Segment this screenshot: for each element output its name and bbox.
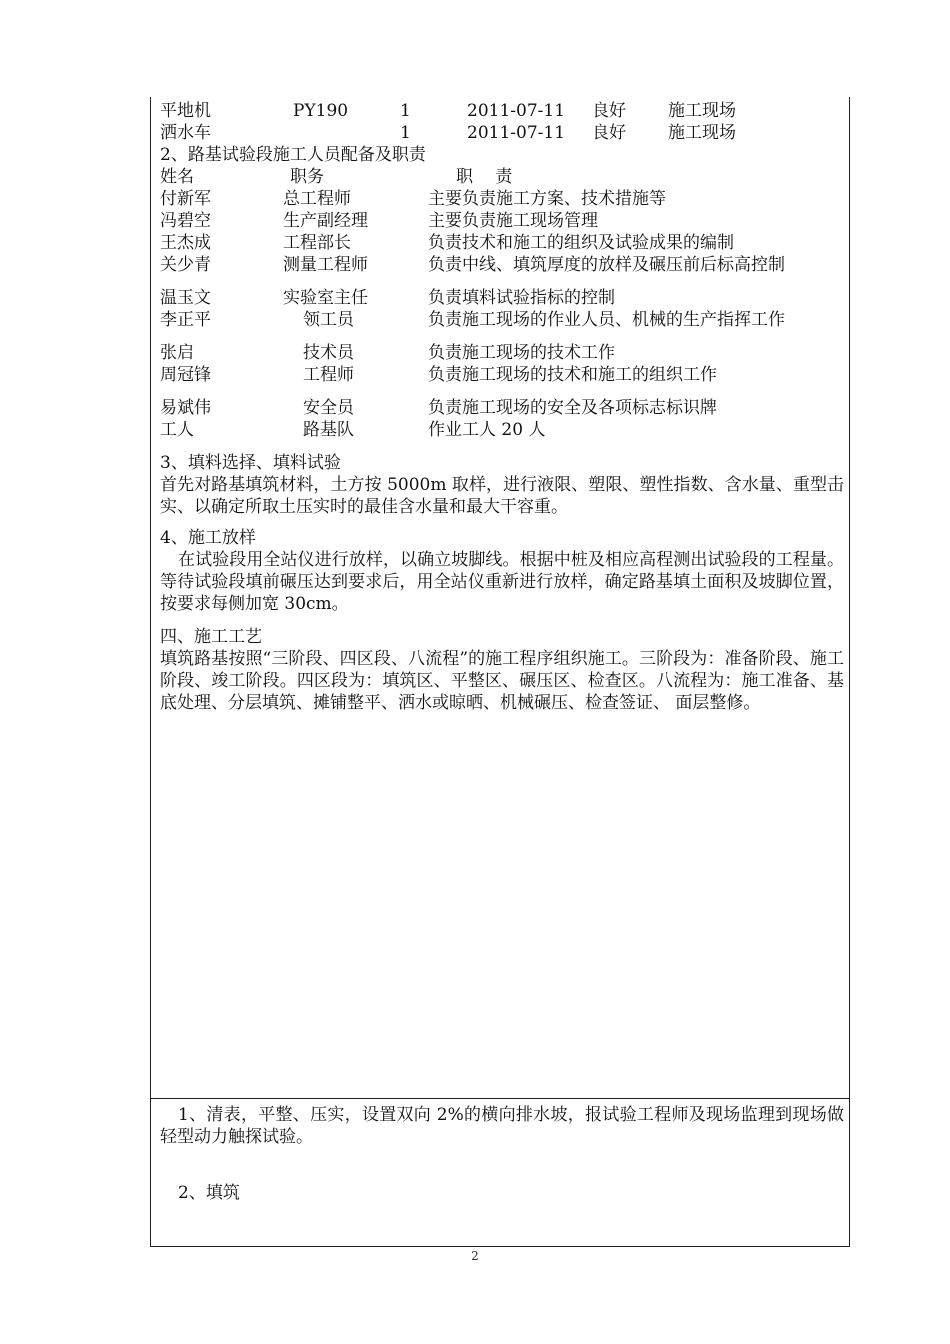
staff-position: 工程师 (303, 365, 354, 385)
col-duty-header: 职 责 (456, 167, 513, 187)
page-number: 2 (471, 1249, 479, 1263)
equipment-location: 施工现场 (668, 101, 736, 121)
staff-name: 李正平 (160, 310, 211, 330)
staff-position: 工程部长 (283, 233, 351, 253)
construction-process-heading: 四、施工工艺 (160, 627, 262, 647)
equipment-date: 2011-07-11 (467, 101, 566, 121)
staff-position: 总工程师 (283, 189, 351, 209)
staff-name: 冯碧空 (160, 211, 211, 231)
section4-heading: 4、施工放样 (160, 528, 256, 548)
equipment-status: 良好 (592, 101, 626, 121)
equipment-status: 良好 (592, 123, 626, 143)
staff-duty: 负责施工现场的作业人员、机械的生产指挥工作 (428, 310, 785, 330)
section3-heading: 3、填料选择、填料试验 (160, 453, 341, 473)
staff-position: 实验室主任 (283, 288, 368, 308)
staff-name: 关少青 (160, 255, 211, 275)
staff-position: 领工员 (303, 310, 354, 330)
col-position-header: 职务 (290, 167, 324, 187)
staff-name: 易斌伟 (160, 398, 211, 418)
staff-name: 温玉文 (160, 288, 211, 308)
staff-position: 路基队 (303, 420, 354, 440)
table-divider (150, 1098, 850, 1099)
equipment-qty: 1 (400, 123, 411, 143)
staff-name: 付新军 (160, 189, 211, 209)
equipment-date: 2011-07-11 (467, 123, 566, 143)
equipment-qty: 1 (400, 101, 411, 121)
staff-position: 测量工程师 (283, 255, 368, 275)
staff-position: 技术员 (303, 343, 354, 363)
equipment-name: 平地机 (160, 101, 211, 121)
staff-duty: 负责施工现场的技术和施工的组织工作 (428, 365, 717, 385)
staff-duty: 主要负责施工现场管理 (428, 211, 598, 231)
staff-name: 张启 (160, 343, 194, 363)
staff-duty: 负责施工现场的安全及各项标志标识牌 (428, 398, 717, 418)
section3-text: 首先对路基填筑材料，土方按 5000m 取样，进行液限、塑限、塑性指数、含水量、重型击实、以确定所取土压实时的最佳含水量和最大干容重。 (160, 475, 844, 517)
staff-duty: 负责技术和施工的组织及试验成果的编制 (428, 233, 734, 253)
bottom-item-1: 1、清表，平整、压实，设置双向 2%的横向排水坡，报试验工程师及现场监理到现场做轻型动力触探试验。 (160, 1105, 844, 1147)
bottom-item-2: 2、填筑 (178, 1183, 240, 1203)
staff-name: 周冠锋 (160, 365, 211, 385)
section4-text: 在试验段用全站仪进行放样，以确立坡脚线。根据中桩及相应高程测出试验段的工程量。等待试验段填前碾压达到要求后，用全站仪重新进行放样，确定路基填土面积及坡脚位置，按要求每侧加宽 30cm。 (160, 550, 844, 614)
staff-duty: 作业工人 20 人 (428, 420, 546, 440)
equipment-location: 施工现场 (668, 123, 736, 143)
equipment-model: PY190 (293, 101, 349, 121)
equipment-name: 洒水车 (160, 123, 211, 143)
staff-duty: 负责施工现场的技术工作 (428, 343, 615, 363)
staff-heading: 2、路基试验段施工人员配备及职责 (160, 145, 426, 165)
staff-name: 工人 (160, 420, 194, 440)
staff-duty: 主要负责施工方案、技术措施等 (428, 189, 666, 209)
staff-duty: 负责填料试验指标的控制 (428, 288, 615, 308)
staff-position: 安全员 (303, 398, 354, 418)
construction-process-text: 填筑路基按照“三阶段、四区段、八流程”的施工程序组织施工。三阶段为：准备阶段、施工阶段、竣工阶段。四区段为：填筑区、平整区、碾压区、检查区。八流程为：施工准备、基底处理、分层填筑、摊铺整平、洒水或晾晒、机械碾压、检查签证、 面层整修。 (160, 649, 844, 713)
staff-name: 王杰成 (160, 233, 211, 253)
staff-position: 生产副经理 (283, 211, 368, 231)
staff-duty: 负责中线、填筑厚度的放样及碾压前后标高控制 (428, 255, 785, 275)
col-name-header: 姓名 (160, 167, 194, 187)
